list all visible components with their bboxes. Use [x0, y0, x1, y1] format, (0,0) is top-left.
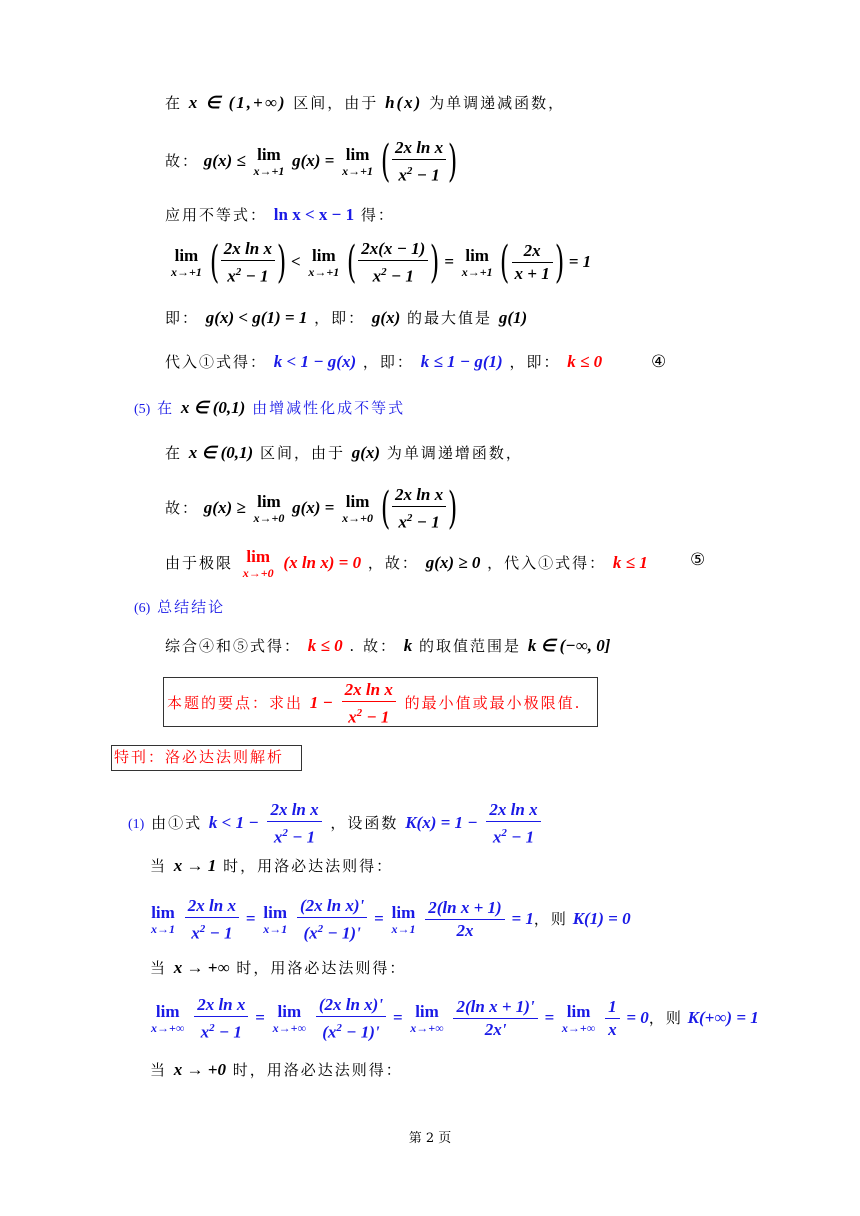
- fraction: $\frac{\text{2x ln x}}{x^2 - 1}$: [392, 484, 446, 534]
- math: k: [403, 636, 413, 655]
- line-case-x-to-inf: 当 x → +∞ 时，用洛必达法则得：: [150, 958, 407, 977]
- line-conclusion: [165, 636, 610, 656]
- math: = 1: [568, 251, 592, 271]
- fraction: $\frac{\text{2x ln x}}{x^2 - 1}$: [194, 994, 248, 1044]
- text: ，即：: [362, 353, 414, 371]
- equation-mark-4: ④: [651, 352, 667, 372]
- fraction: $\frac{\text{2x ln x}}{x^2 - 1}$: [267, 799, 321, 849]
- text: 为单调递增函数，: [386, 444, 523, 462]
- math-interval: x ∈ (0,1): [180, 398, 246, 417]
- limit: lim x→+0: [242, 547, 274, 580]
- fraction: $\frac{\text{2(ln x + 1)'}}{2x'}$: [453, 996, 537, 1041]
- math: k ≤ 0: [307, 636, 343, 655]
- text: ，代入①式得：: [487, 554, 607, 572]
- math: g(x) =: [292, 150, 335, 170]
- line-limit-bound-2: 故： g(x) ≥ lim x→+0 g(x) = lim x→+0 ( $\frac{\text{2x ln x}}{x^2 - 1}$ ): [165, 482, 458, 534]
- limit: lim x→+1: [253, 144, 285, 178]
- section-number: (1): [128, 816, 145, 832]
- limit: lim x→+1: [461, 245, 493, 279]
- math: k ≤ 1 − g(1): [420, 352, 503, 371]
- line-define-K: [128, 799, 543, 849]
- line-limit-chain: lim x→+1 ( $\frac{\text{2x ln x}}{x^2 - 1}$ ) < lim x→+1 ( $\frac{2x(x - 1)}{x^2 - 1}$ ) = lim x→+1 ( $\frac{2x}{x + 1}$ ) = 1: [171, 236, 592, 288]
- fraction: $\frac{\text{2(ln x + 1)}}{2x}$: [425, 897, 504, 942]
- fraction: $\frac{\text{(2x ln x)'}}{(x^2 - 1)'}$: [297, 895, 367, 945]
- text: 由于极限: [165, 554, 234, 572]
- limit: lim x→+1: [171, 245, 202, 279]
- section-number: (6): [134, 601, 151, 616]
- math: g(x) ≤: [203, 150, 246, 170]
- fraction: $\frac{1}{x}$: [605, 996, 620, 1041]
- limit: lim x→+1: [308, 245, 340, 279]
- math: x ∈ (0,1): [188, 443, 254, 462]
- math: k ∈ (−∞, 0]: [527, 636, 611, 655]
- limit: lim x→+∞: [561, 1001, 596, 1035]
- text: 的最大值是: [407, 309, 493, 327]
- limit: lim x→+∞: [410, 1001, 444, 1035]
- fraction: $\frac{2x(x - 1)}{x^2 - 1}$: [358, 238, 428, 288]
- text: 的取值范围是: [419, 637, 522, 655]
- math-inequality: ln x < x − 1: [273, 205, 355, 224]
- text: 故：: [165, 498, 200, 517]
- fraction: $\frac{\text{(2x ln x)'}}{(x^2 - 1)'}$: [316, 994, 386, 1044]
- section-title: 总结结论: [157, 598, 226, 616]
- math: g(x): [351, 443, 381, 462]
- text: 由①式: [151, 813, 203, 832]
- limit: lim x→+0: [253, 491, 285, 525]
- math: g(x) < g(1) = 1: [205, 308, 308, 327]
- math: k ≤ 0: [567, 352, 603, 371]
- line-limit-xlnx: [165, 548, 648, 580]
- line-apply-inequality: [165, 205, 395, 225]
- text: ，即：: [509, 353, 561, 371]
- section-5-heading: (5) 在 x ∈ (0,1) 由增减性化成不等式: [134, 398, 406, 417]
- special-section-title: 特刊：洛必达法则解析: [114, 748, 285, 766]
- math: =: [444, 251, 454, 271]
- text: 故：: [165, 151, 200, 170]
- limit: lim x→+∞: [272, 1001, 307, 1035]
- key-point-text: 本题的要点：求出 1 − $\frac{\text{2x ln x}}{x^2 - 1}$ 的最小值或最小极限值.: [167, 680, 582, 727]
- math: k < 1 −: [208, 812, 259, 832]
- text: 综合④和⑤式得：: [165, 637, 302, 655]
- text: 在: [165, 444, 183, 462]
- text: 为单调递减函数，: [429, 94, 566, 112]
- text: 应用不等式：: [165, 206, 268, 224]
- fraction: $\frac{\text{2x ln x}}{x^2 - 1}$: [342, 679, 396, 729]
- math: g(x) ≥ 0: [425, 553, 481, 572]
- fraction: $\frac{2x}{x + 1}$: [512, 240, 553, 285]
- equation-mark-5: ⑤: [690, 550, 706, 570]
- text: 区间，由于: [293, 94, 379, 112]
- fraction: $\frac{\text{2x ln x}}{x^2 - 1}$: [221, 238, 275, 288]
- text: 在: [165, 94, 183, 112]
- text: ，即：: [314, 309, 366, 327]
- math: (x ln x) = 0: [283, 553, 362, 572]
- line-interval-increasing: [165, 443, 523, 463]
- section-number: (5): [134, 402, 151, 417]
- fraction: $\frac{\text{2x ln x}}{x^2 - 1}$: [486, 799, 540, 849]
- line-case-x-to-1: 当 x → 1 时，用洛必达法则得：: [150, 856, 394, 875]
- line-max-value: [165, 308, 527, 328]
- fraction: $\frac{\text{2x ln x}}{x^2 - 1}$: [185, 895, 239, 945]
- line-lhopital-inf: lim x→+∞ $\frac{\text{2x ln x}}{x^2 - 1}$ = lim x→+∞ $\frac{\text{(2x ln x)'}}{(x^2 - 1)'}$ = lim x→+∞ $\frac{\text{2(ln x + 1)'}}{2x'}$ = lim x→+∞ $\frac{1}{x}$ = 0，则 K(+∞) = 1: [151, 995, 759, 1042]
- math: K(x) = 1 −: [405, 812, 478, 832]
- fraction: $\frac{\text{2x ln x}}{x^2 - 1}$: [392, 137, 446, 187]
- limit: lim x→+1: [342, 144, 373, 178]
- text: . 故：: [349, 637, 397, 655]
- math: g(x) ≥: [203, 497, 246, 517]
- text: 得：: [360, 206, 395, 224]
- text: 即：: [165, 309, 200, 327]
- line-interval-decreasing: [165, 93, 565, 113]
- line-limit-bound-1: 故： g(x) ≤ lim x→+1 g(x) = lim x→+1 ( $\frac{\text{2x ln x}}{x^2 - 1}$ ): [165, 135, 458, 187]
- text: ，设函数: [330, 813, 399, 832]
- text: 代入①式得：: [165, 353, 268, 371]
- line-lhopital-1: lim x→1 $\frac{\text{2x ln x}}{x^2 - 1}$ = lim x→1 $\frac{\text{(2x ln x)'}}{(x^2 - 1)'}$ = lim x→1 $\frac{\text{2(ln x + 1)}}{2x}$ = 1，则 K(1) = 0: [151, 896, 631, 943]
- limit: lim x→1: [391, 902, 416, 936]
- math: g(x) =: [292, 497, 335, 517]
- limit: lim x→1: [151, 902, 175, 936]
- limit: lim x→+0: [342, 491, 373, 525]
- math: g(1): [498, 308, 528, 327]
- line-substitute-1: [165, 352, 602, 372]
- math-h: h(x): [385, 93, 423, 112]
- text: 区间，由于: [259, 444, 345, 462]
- limit: lim x→+∞: [151, 1001, 185, 1035]
- page-number: 第 2 页: [408, 1131, 452, 1146]
- math: g(x): [371, 308, 401, 327]
- text: ，故：: [367, 554, 419, 572]
- math: k ≤ 1: [612, 553, 648, 572]
- math: <: [290, 251, 301, 271]
- line-case-x-to-0: 当 x → +0 时，用洛必达法则得：: [150, 1060, 403, 1079]
- section-6-heading: [134, 597, 225, 619]
- limit: lim x→1: [263, 902, 288, 936]
- math: k < 1 − g(x): [273, 352, 357, 371]
- math-interval: x ∈ (1,+∞): [188, 93, 287, 112]
